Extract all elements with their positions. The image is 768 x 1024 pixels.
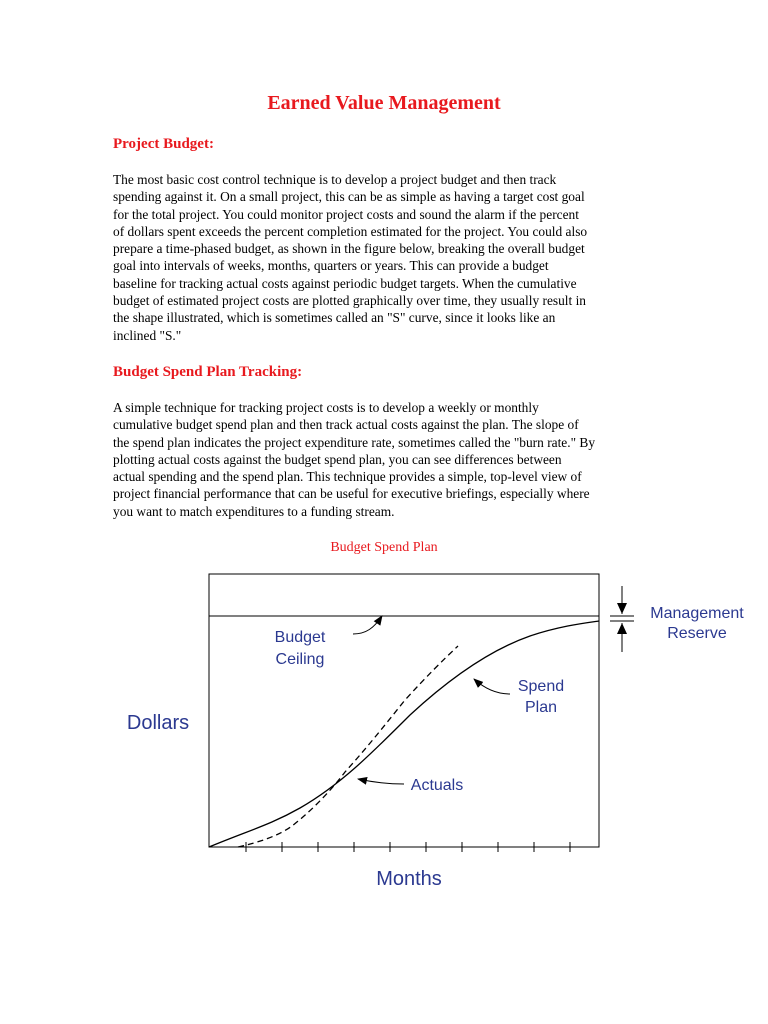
project-budget-text-line: inclined "S." [113, 327, 182, 343]
project-budget-text-line: prepare a time-phased budget, as shown in the figure below, breaking the overall budget [113, 241, 585, 257]
spend-plan-tracking-text-line: plotting actual costs against the budget spend plan, you can see differences between [113, 451, 562, 467]
spend-plan-label-2: Plan [524, 699, 558, 716]
spend-plan-tracking-text-line: A simple technique for tracking project costs is to develop a weekly or monthly [113, 400, 539, 415]
actuals-curve [238, 646, 458, 847]
spend-plan-tracking-text-line: the spend plan indicates the project expenditure rate, sometimes called the "burn rate." By [113, 434, 596, 450]
x-axis-label: Months [376, 868, 442, 890]
spend-plan-tracking-text-line: cumulative budget spend plan and then track actual costs against the plan. The slope of [113, 417, 579, 433]
figure-title: Budget Spend Plan [330, 540, 438, 555]
budget-ceiling-label-1: Budget [274, 629, 326, 646]
budget-spend-plan-figure [0, 560, 768, 900]
management-reserve-label-1: Management [650, 605, 744, 622]
spend-plan-tracking-text-line: project financial performance that can be useful for executive briefings, especially where [113, 486, 590, 502]
spend-plan-curve [209, 621, 599, 847]
spend-plan-tracking-text-line: actual spending and the spend plan. This technique provides a simple, top-level view of [113, 469, 582, 485]
spend-plan-arrow [474, 679, 510, 694]
project-budget-text-line: The most basic cost control technique is to develop a project budget and then track [113, 172, 557, 187]
budget-ceiling-label-2: Ceiling [275, 651, 325, 668]
project-budget-text-line: baseline for tracking actual costs against periodic budget targets. When the cumulative [113, 275, 577, 291]
project-budget-text-line: for the total project. You could monitor project costs and sound the alarm if the percent [113, 206, 579, 222]
y-axis-label: Dollars [126, 712, 190, 734]
project-budget-text-line: spending against it. On a small project, this can be as simple as having a target cost goal [113, 189, 585, 205]
section-heading-project-budget: Project Budget: [113, 136, 214, 152]
project-budget-text-line: of dollars spent exceeds the percent completion estimated for the project. You could also [113, 223, 588, 239]
paragraph-spend-plan-tracking [113, 399, 673, 520]
project-budget-text-line: the shape illustrated, which is sometimes called an "S" curve, since it looks like an [113, 310, 556, 326]
actuals-label: Actuals [410, 777, 464, 794]
management-reserve-indicator [610, 586, 634, 652]
budget-ceiling-arrow [353, 616, 382, 634]
management-reserve-label-2: Reserve [667, 625, 727, 642]
section-heading-spend-plan-tracking: Budget Spend Plan Tracking: [113, 364, 303, 380]
page-title: Earned Value Management [267, 92, 501, 114]
paragraph-project-budget [113, 171, 673, 344]
spend-plan-tracking-text-line: you want to match expenditures to a funding stream. [113, 503, 395, 519]
project-budget-text-line: goal into intervals of weeks, months, quarters or years. This can provide a budget [113, 258, 549, 274]
spend-plan-label-1: Spend [517, 678, 565, 695]
actuals-arrow [358, 779, 404, 784]
project-budget-text-line: budget of estimated project costs are plotted graphically over time, they usually result in [113, 293, 587, 309]
